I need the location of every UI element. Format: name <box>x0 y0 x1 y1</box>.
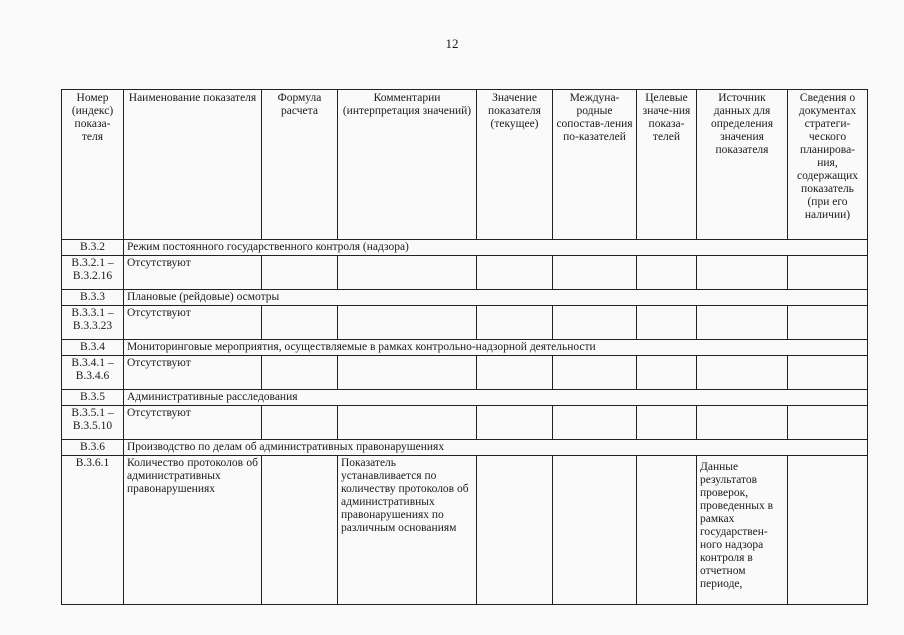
section-code: В.3.2 <box>62 240 124 256</box>
section-title: Плановые (рейдовые) осмотры <box>124 290 868 306</box>
sub-text: Отсутствуют <box>124 406 262 440</box>
empty-cell <box>553 406 637 440</box>
section-title: Производство по делам об административных правонарушениях <box>124 440 868 456</box>
header-row <box>62 90 868 240</box>
page-number: 12 <box>445 36 459 51</box>
empty-cell <box>262 356 338 390</box>
empty-cell <box>477 406 553 440</box>
section-row <box>62 440 868 456</box>
empty-cell <box>697 406 788 440</box>
section-code: В.3.5 <box>62 390 124 406</box>
col-header-planning-docs: Сведения о документах стратеги-ческого планирова-ния, содержащих показатель (при его наличии) <box>788 90 868 240</box>
empty-cell <box>553 356 637 390</box>
sub-code: В.3.2.1 – В.3.2.16 <box>62 256 124 290</box>
empty-cell <box>637 356 697 390</box>
indicator-formula <box>262 456 338 605</box>
table-row <box>62 256 868 290</box>
col-header-number: Номер (индекс) показа-теля <box>62 90 124 240</box>
empty-cell <box>553 256 637 290</box>
empty-cell <box>553 306 637 340</box>
table-row <box>62 456 868 605</box>
section-code: В.3.3 <box>62 290 124 306</box>
section-title: Административные расследования <box>124 390 868 406</box>
section-title: Режим постоянного государственного контроля (надзора) <box>124 240 868 256</box>
empty-cell <box>697 356 788 390</box>
indicator-target <box>637 456 697 605</box>
section-row <box>62 240 868 256</box>
col-header-target: Целевые значе-ния показа-телей <box>637 90 697 240</box>
indicator-code: В.3.6.1 <box>62 456 124 605</box>
empty-cell <box>788 406 868 440</box>
sub-code: В.3.3.1 – В.3.3.23 <box>62 306 124 340</box>
empty-cell <box>477 306 553 340</box>
col-header-current-value: Значение показателя (текущее) <box>477 90 553 240</box>
col-header-comments: Комментарии (интерпретация значений) <box>338 90 477 240</box>
section-code: В.3.6 <box>62 440 124 456</box>
indicator-current <box>477 456 553 605</box>
sub-text: Отсутствуют <box>124 356 262 390</box>
col-header-name: Наименование показателя <box>124 90 262 240</box>
empty-cell <box>338 356 477 390</box>
sub-code: В.3.4.1 – В.3.4.6 <box>62 356 124 390</box>
sub-code: В.3.5.1 – В.3.5.10 <box>62 406 124 440</box>
section-row <box>62 340 868 356</box>
empty-cell <box>788 306 868 340</box>
table-row <box>62 356 868 390</box>
empty-cell <box>697 256 788 290</box>
empty-cell <box>477 356 553 390</box>
indicator-international <box>553 456 637 605</box>
indicator-source: Данные результатов проверок, проведенных в рамках государствен-ного надзора контроля в отчетном периоде, <box>697 456 788 605</box>
indicators-table <box>61 89 868 605</box>
col-header-international: Междуна-родные сопостав-ления по-казателей <box>553 90 637 240</box>
empty-cell <box>338 406 477 440</box>
section-title: Мониторинговые мероприятия, осуществляемые в рамках контрольно-надзорной деятельности <box>124 340 868 356</box>
table-row <box>62 306 868 340</box>
empty-cell <box>637 256 697 290</box>
section-code: В.3.4 <box>62 340 124 356</box>
empty-cell <box>637 306 697 340</box>
section-row <box>62 390 868 406</box>
sub-text: Отсутствуют <box>124 256 262 290</box>
indicator-name: Количество протоколов об административных правонарушениях <box>124 456 262 605</box>
empty-cell <box>338 256 477 290</box>
table-row <box>62 406 868 440</box>
empty-cell <box>338 306 477 340</box>
empty-cell <box>262 256 338 290</box>
sub-text: Отсутствуют <box>124 306 262 340</box>
indicator-comment: Показатель устанавливается по количеству протоколов об административных правонарушениях по различным основаниям <box>338 456 477 605</box>
empty-cell <box>788 256 868 290</box>
empty-cell <box>262 406 338 440</box>
empty-cell <box>637 406 697 440</box>
empty-cell <box>788 356 868 390</box>
section-row <box>62 290 868 306</box>
empty-cell <box>477 256 553 290</box>
empty-cell <box>262 306 338 340</box>
col-header-source: Источник данных для определения значения показателя <box>697 90 788 240</box>
indicator-docs <box>788 456 868 605</box>
empty-cell <box>697 306 788 340</box>
col-header-formula: Формула расчета <box>262 90 338 240</box>
